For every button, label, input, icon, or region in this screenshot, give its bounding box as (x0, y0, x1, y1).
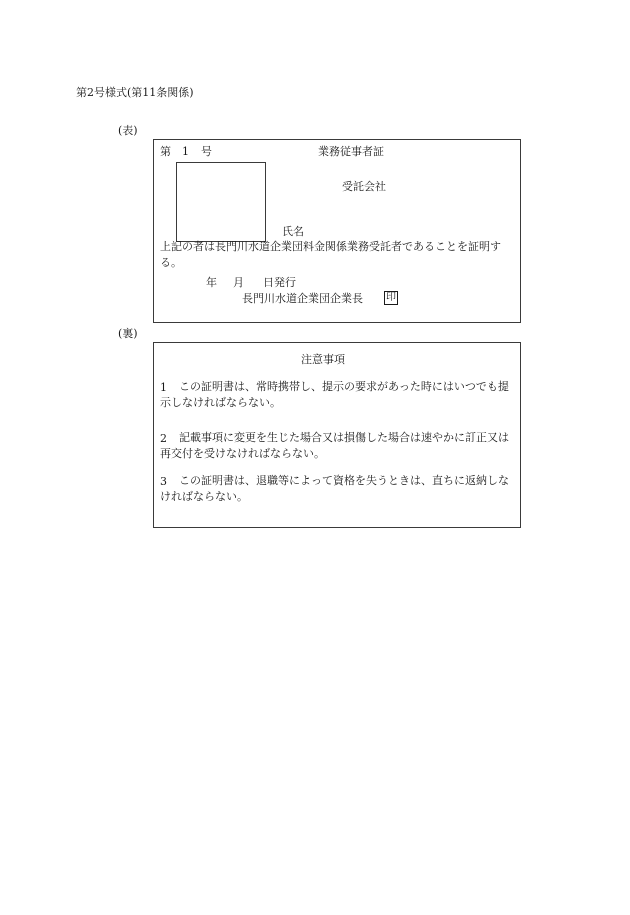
front-card (153, 139, 521, 323)
date-issued: 日発行 (263, 276, 296, 289)
notes-title: 注意事項 (301, 353, 345, 366)
number-value: 1 (182, 145, 189, 158)
name-label: 氏名 (282, 225, 304, 238)
number-prefix: 第 (160, 145, 171, 158)
issuer: 長門川水道企業団企業長 (242, 292, 363, 305)
date-month: 月 (233, 276, 244, 289)
front-side-label: (表) (118, 124, 138, 137)
back-card (153, 342, 521, 528)
certification-text: 上記の者は長門川水道企業団料金関係業務受託者であることを証明する。 (160, 240, 501, 269)
company-label: 受託会社 (342, 180, 386, 193)
note-number: 2 (160, 432, 167, 445)
seal-mark: 印 (386, 292, 396, 303)
note-text: 記載事項に変更を生じた場合又は損傷した場合は速やかに訂正又は再交付を受けなければならない。 (160, 431, 509, 460)
card-title: 業務従事者証 (318, 145, 384, 158)
form-heading: 第2号様式(第11条関係) (76, 86, 194, 99)
note-number: 1 (160, 381, 167, 394)
photo-box (176, 162, 266, 242)
note-text: この証明書は、常時携帯し、提示の要求があった時にはいつでも提示しなければならない。 (160, 380, 509, 409)
note-text: この証明書は、退職等によって資格を失うときは、直ちに返納しなければならない。 (160, 474, 509, 503)
date-year: 年 (206, 276, 217, 289)
note-number: 3 (160, 475, 167, 488)
number-suffix: 号 (201, 145, 212, 158)
back-side-label: (裏) (118, 327, 138, 340)
